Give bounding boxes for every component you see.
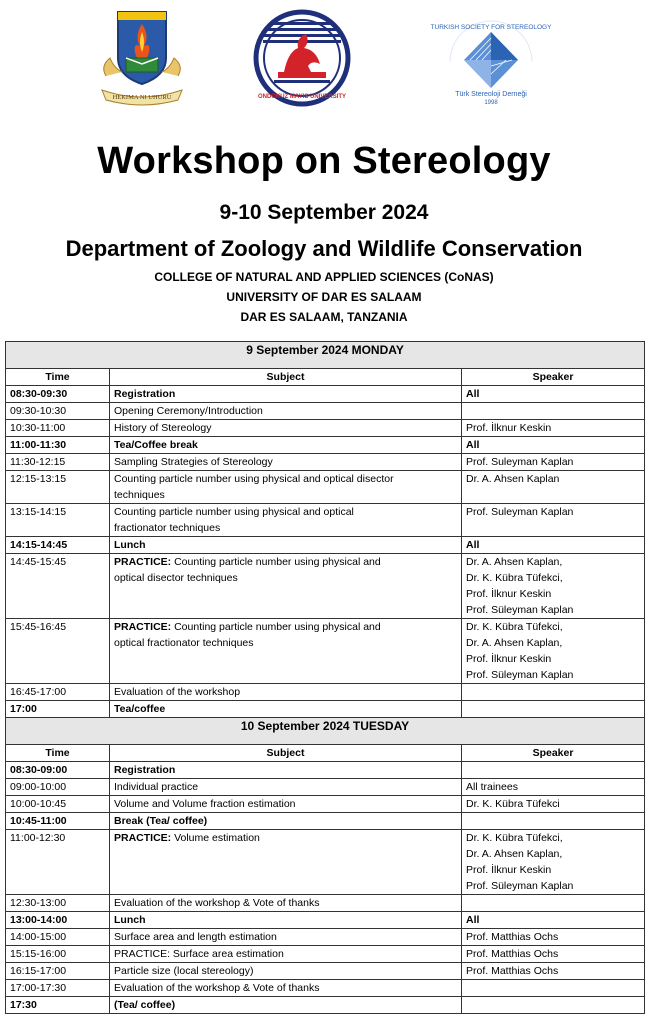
session-speaker: Prof. Suleyman Kaplan xyxy=(462,504,645,537)
university-name: UNIVERSITY OF DAR ES SALAAM xyxy=(226,290,422,304)
subject-text: Counting particle number using physical and optical disector techniques xyxy=(114,473,394,501)
session-speaker xyxy=(462,813,645,830)
schedule-table xyxy=(5,341,645,1014)
workshop-dates: 9-10 September 2024 xyxy=(219,201,429,224)
session-subject xyxy=(110,963,462,980)
session-time: 16:15-17:00 xyxy=(6,963,110,980)
session-time: 17:00-17:30 xyxy=(6,980,110,997)
column-header-row xyxy=(6,745,645,762)
subject-text: Individual practice xyxy=(114,781,199,793)
table-row xyxy=(6,946,645,963)
session-time: 09:30-10:30 xyxy=(6,403,110,420)
table-row xyxy=(6,554,645,619)
subject-text: Volume estimation xyxy=(171,832,260,844)
subject-text: Opening Ceremony/Introduction xyxy=(114,405,263,417)
session-speaker xyxy=(462,701,645,718)
subject-text: Evaluation of the workshop & Vote of thanks xyxy=(114,897,320,909)
session-subject xyxy=(110,471,462,504)
table-row xyxy=(6,701,645,718)
session-subject xyxy=(110,437,462,454)
svg-text:ONDOKUZ MAYIS UNIVERSITY: ONDOKUZ MAYIS UNIVERSITY xyxy=(257,94,347,100)
session-time: 10:30-11:00 xyxy=(6,420,110,437)
session-time: 08:30-09:00 xyxy=(6,762,110,779)
practice-label: PRACTICE: xyxy=(114,556,172,568)
session-subject xyxy=(110,997,462,1014)
session-time: 17:00 xyxy=(6,701,110,718)
session-subject xyxy=(110,386,462,403)
session-subject xyxy=(110,537,462,554)
practice-label: PRACTICE: xyxy=(114,832,172,844)
session-time: 17:30 xyxy=(6,997,110,1014)
column-header-subject: Subject xyxy=(110,369,462,386)
session-subject xyxy=(110,762,462,779)
table-row xyxy=(6,762,645,779)
table-row xyxy=(6,929,645,946)
session-speaker xyxy=(462,895,645,912)
session-subject xyxy=(110,420,462,437)
day-title: 9 September 2024 MONDAY xyxy=(6,342,645,369)
day-header-row xyxy=(6,342,645,369)
table-row xyxy=(6,504,645,537)
session-speaker: Dr. A. Ahsen Kaplan xyxy=(462,471,645,504)
session-time: 15:45-16:45 xyxy=(6,619,110,684)
subject-text: Lunch xyxy=(114,914,146,926)
department-name: Department of Zoology and Wildlife Conservation xyxy=(65,236,583,261)
session-time: 08:30-09:30 xyxy=(6,386,110,403)
ondokuz-mayis-university-logo-icon xyxy=(254,8,350,108)
column-header-speaker: Speaker xyxy=(462,745,645,762)
session-subject xyxy=(110,701,462,718)
session-time: 14:45-15:45 xyxy=(6,554,110,619)
session-subject xyxy=(110,796,462,813)
session-speaker: Dr. K. Kübra Tüfekci, Dr. A. Ahsen Kaplan, Prof. İlknur Keskin Prof. Süleyman Kaplan xyxy=(462,619,645,684)
session-time: 12:15-13:15 xyxy=(6,471,110,504)
session-speaker: Prof. İlknur Keskin xyxy=(462,420,645,437)
session-speaker xyxy=(462,997,645,1014)
session-time: 11:00-11:30 xyxy=(6,437,110,454)
table-row xyxy=(6,420,645,437)
subject-text: Registration xyxy=(114,388,176,400)
session-time: 10:00-10:45 xyxy=(6,796,110,813)
udsm-crest-icon xyxy=(92,6,192,106)
svg-text:TURKISH SOCIETY FOR STEREOLOGY: TURKISH SOCIETY FOR STEREOLOGY xyxy=(430,24,552,31)
subject-text: History of Stereology xyxy=(114,422,212,434)
session-speaker: All trainees xyxy=(462,779,645,796)
session-subject xyxy=(110,895,462,912)
session-subject xyxy=(110,912,462,929)
practice-label: PRACTICE: xyxy=(114,621,172,633)
subject-text: Lunch xyxy=(114,539,146,551)
session-subject xyxy=(110,504,462,537)
day-title: 10 September 2024 TUESDAY xyxy=(6,718,645,745)
session-time: 10:45-11:00 xyxy=(6,813,110,830)
session-speaker: All xyxy=(462,912,645,929)
session-speaker: Dr. K. Kübra Tüfekci, Dr. A. Ahsen Kaplan, Prof. İlknur Keskin Prof. Süleyman Kaplan xyxy=(462,830,645,895)
table-row xyxy=(6,796,645,813)
subject-text: Tea/Coffee break xyxy=(114,439,198,451)
session-speaker: Dr. A. Ahsen Kaplan, Dr. K. Kübra Tüfekci, Prof. İlknur Keskin Prof. Süleyman Kaplan xyxy=(462,554,645,619)
session-subject xyxy=(110,946,462,963)
table-row xyxy=(6,779,645,796)
subject-text: Counting particle number using physical and optical fractionator techniques xyxy=(114,506,354,534)
session-time: 14:00-15:00 xyxy=(6,929,110,946)
table-row xyxy=(6,386,645,403)
session-time: 13:15-14:15 xyxy=(6,504,110,537)
session-speaker: Prof. Suleyman Kaplan xyxy=(462,454,645,471)
table-row xyxy=(6,437,645,454)
session-speaker: Prof. Matthias Ochs xyxy=(462,963,645,980)
session-time: 11:00-12:30 xyxy=(6,830,110,895)
svg-text:Türk Stereoloji Derneği: Türk Stereoloji Derneği xyxy=(455,91,527,98)
subject-text: Registration xyxy=(114,764,176,776)
page-title: Workshop on Stereology xyxy=(97,140,551,182)
subject-text: Counting particle number using physical and optical disector techniques xyxy=(114,556,381,584)
day-header-row xyxy=(6,718,645,745)
session-subject xyxy=(110,813,462,830)
column-header-row xyxy=(6,369,645,386)
table-row xyxy=(6,997,645,1014)
column-header-subject: Subject xyxy=(110,745,462,762)
session-subject xyxy=(110,554,462,619)
session-subject xyxy=(110,929,462,946)
table-row xyxy=(6,454,645,471)
location: DAR ES SALAAM, TANZANIA xyxy=(240,310,408,324)
session-speaker: Prof. Matthias Ochs xyxy=(462,929,645,946)
svg-text:HEKIMA NI UHURU: HEKIMA NI UHURU xyxy=(112,94,172,101)
session-speaker xyxy=(462,980,645,997)
subject-text: Sampling Strategies of Stereology xyxy=(114,456,273,468)
subject-text: (Tea/ coffee) xyxy=(114,999,176,1011)
subject-text: Volume and Volume fraction estimation xyxy=(114,798,296,810)
subject-text: Evaluation of the workshop & Vote of thanks xyxy=(114,982,320,994)
table-row xyxy=(6,537,645,554)
session-speaker: Prof. Matthias Ochs xyxy=(462,946,645,963)
session-subject xyxy=(110,454,462,471)
session-speaker xyxy=(462,762,645,779)
session-time: 12:30-13:00 xyxy=(6,895,110,912)
table-row xyxy=(6,813,645,830)
session-time: 14:15-14:45 xyxy=(6,537,110,554)
session-time: 16:45-17:00 xyxy=(6,684,110,701)
column-header-speaker: Speaker xyxy=(462,369,645,386)
session-speaker: Dr. K. Kübra Tüfekci xyxy=(462,796,645,813)
session-time: 09:00-10:00 xyxy=(6,779,110,796)
subject-text: Counting particle number using physical and optical fractionator techniques xyxy=(114,621,381,649)
session-subject xyxy=(110,619,462,684)
subject-text: PRACTICE: Surface area estimation xyxy=(114,948,284,960)
session-subject xyxy=(110,980,462,997)
session-speaker: All xyxy=(462,386,645,403)
table-row xyxy=(6,830,645,895)
subject-text: Surface area and length estimation xyxy=(114,931,277,943)
session-speaker xyxy=(462,684,645,701)
column-header-time: Time xyxy=(6,745,110,762)
table-row xyxy=(6,684,645,701)
logo-bar xyxy=(0,0,648,120)
session-subject xyxy=(110,779,462,796)
turkish-society-for-stereology-logo-icon xyxy=(430,16,552,106)
svg-text:1998: 1998 xyxy=(484,100,498,106)
table-row xyxy=(6,912,645,929)
column-header-time: Time xyxy=(6,369,110,386)
table-row xyxy=(6,471,645,504)
table-row xyxy=(6,895,645,912)
table-row xyxy=(6,980,645,997)
table-row xyxy=(6,963,645,980)
subject-text: Break (Tea/ coffee) xyxy=(114,815,208,827)
subject-text: Particle size (local stereology) xyxy=(114,965,254,977)
session-subject xyxy=(110,403,462,420)
session-subject xyxy=(110,684,462,701)
session-time: 11:30-12:15 xyxy=(6,454,110,471)
session-time: 13:00-14:00 xyxy=(6,912,110,929)
session-speaker xyxy=(462,403,645,420)
table-row xyxy=(6,403,645,420)
session-speaker: All xyxy=(462,537,645,554)
session-speaker: All xyxy=(462,437,645,454)
subject-text: Tea/coffee xyxy=(114,703,166,715)
subject-text: Evaluation of the workshop xyxy=(114,686,241,698)
college-name: COLLEGE OF NATURAL AND APPLIED SCIENCES (CoNAS) xyxy=(154,270,494,284)
table-row xyxy=(6,619,645,684)
session-subject xyxy=(110,830,462,895)
session-time: 15:15-16:00 xyxy=(6,946,110,963)
